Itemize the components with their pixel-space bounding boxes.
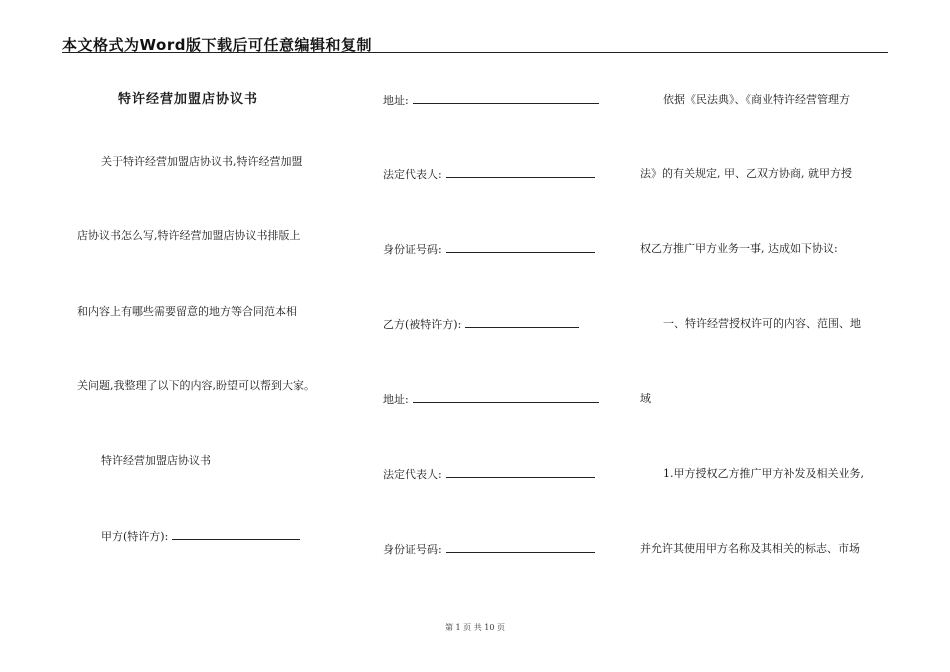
legal-rep-blank: [446, 167, 595, 178]
id-number-blank: [446, 242, 595, 253]
id-number-field: [383, 242, 595, 257]
page-header: [62, 34, 888, 53]
address-label: 地址:: [383, 94, 409, 107]
address-label: 地址:: [383, 393, 409, 406]
party-b-label: 乙方(被特许方):: [383, 318, 462, 331]
body-line: 权乙方推广甲方业务一事, 达成如下协议:: [640, 242, 838, 255]
address-field: [383, 392, 599, 407]
legal-rep-field: [383, 467, 595, 482]
body-line: 特许经营加盟店协议书: [101, 454, 211, 467]
body-line: 关问题,我整理了以下的内容,盼望可以帮到大家。: [77, 379, 315, 392]
body-line: 店协议书怎么写,特许经营加盟店协议书排版上: [77, 229, 301, 242]
body-line: 和内容上有哪些需要留意的地方等合同范本相: [77, 305, 297, 318]
legal-rep-field: [383, 167, 595, 182]
id-number-field: [383, 542, 595, 557]
header-text: 本文格式为Word版下载后可任意编辑和复制: [62, 36, 372, 54]
body-line: 1.甲方授权乙方推广甲方补发及相关业务,: [663, 467, 864, 480]
party-a-field: [101, 529, 300, 544]
address-blank: [413, 392, 599, 403]
legal-rep-blank: [446, 467, 595, 478]
body-line: 依据《民法典》、《商业特许经营管理方: [663, 93, 850, 106]
body-line: 域: [640, 392, 651, 405]
body-line: 一、特许经营授权许可的内容、范围、地: [663, 317, 861, 330]
page-number: 第 1 页 共 10 页: [445, 623, 505, 632]
document-title: 特许经营加盟店协议书: [118, 92, 259, 107]
party-b-blank: [465, 317, 579, 328]
address-field: [383, 93, 599, 108]
id-number-blank: [446, 542, 595, 553]
body-line: 关于特许经营加盟店协议书,特许经营加盟: [101, 155, 303, 168]
body-line: 法》的有关规定, 甲、乙双方协商, 就甲方授: [640, 167, 852, 180]
party-a-blank: [172, 529, 300, 540]
body-line: 并允许其使用甲方名称及其相关的标志、市场: [640, 542, 860, 555]
party-b-field: [383, 317, 579, 332]
id-number-label: 身份证号码:: [383, 243, 442, 256]
address-blank: [413, 93, 599, 104]
id-number-label: 身份证号码:: [383, 543, 442, 556]
legal-rep-label: 法定代表人:: [383, 168, 442, 181]
legal-rep-label: 法定代表人:: [383, 468, 442, 481]
party-a-label: 甲方(特许方):: [101, 530, 169, 543]
